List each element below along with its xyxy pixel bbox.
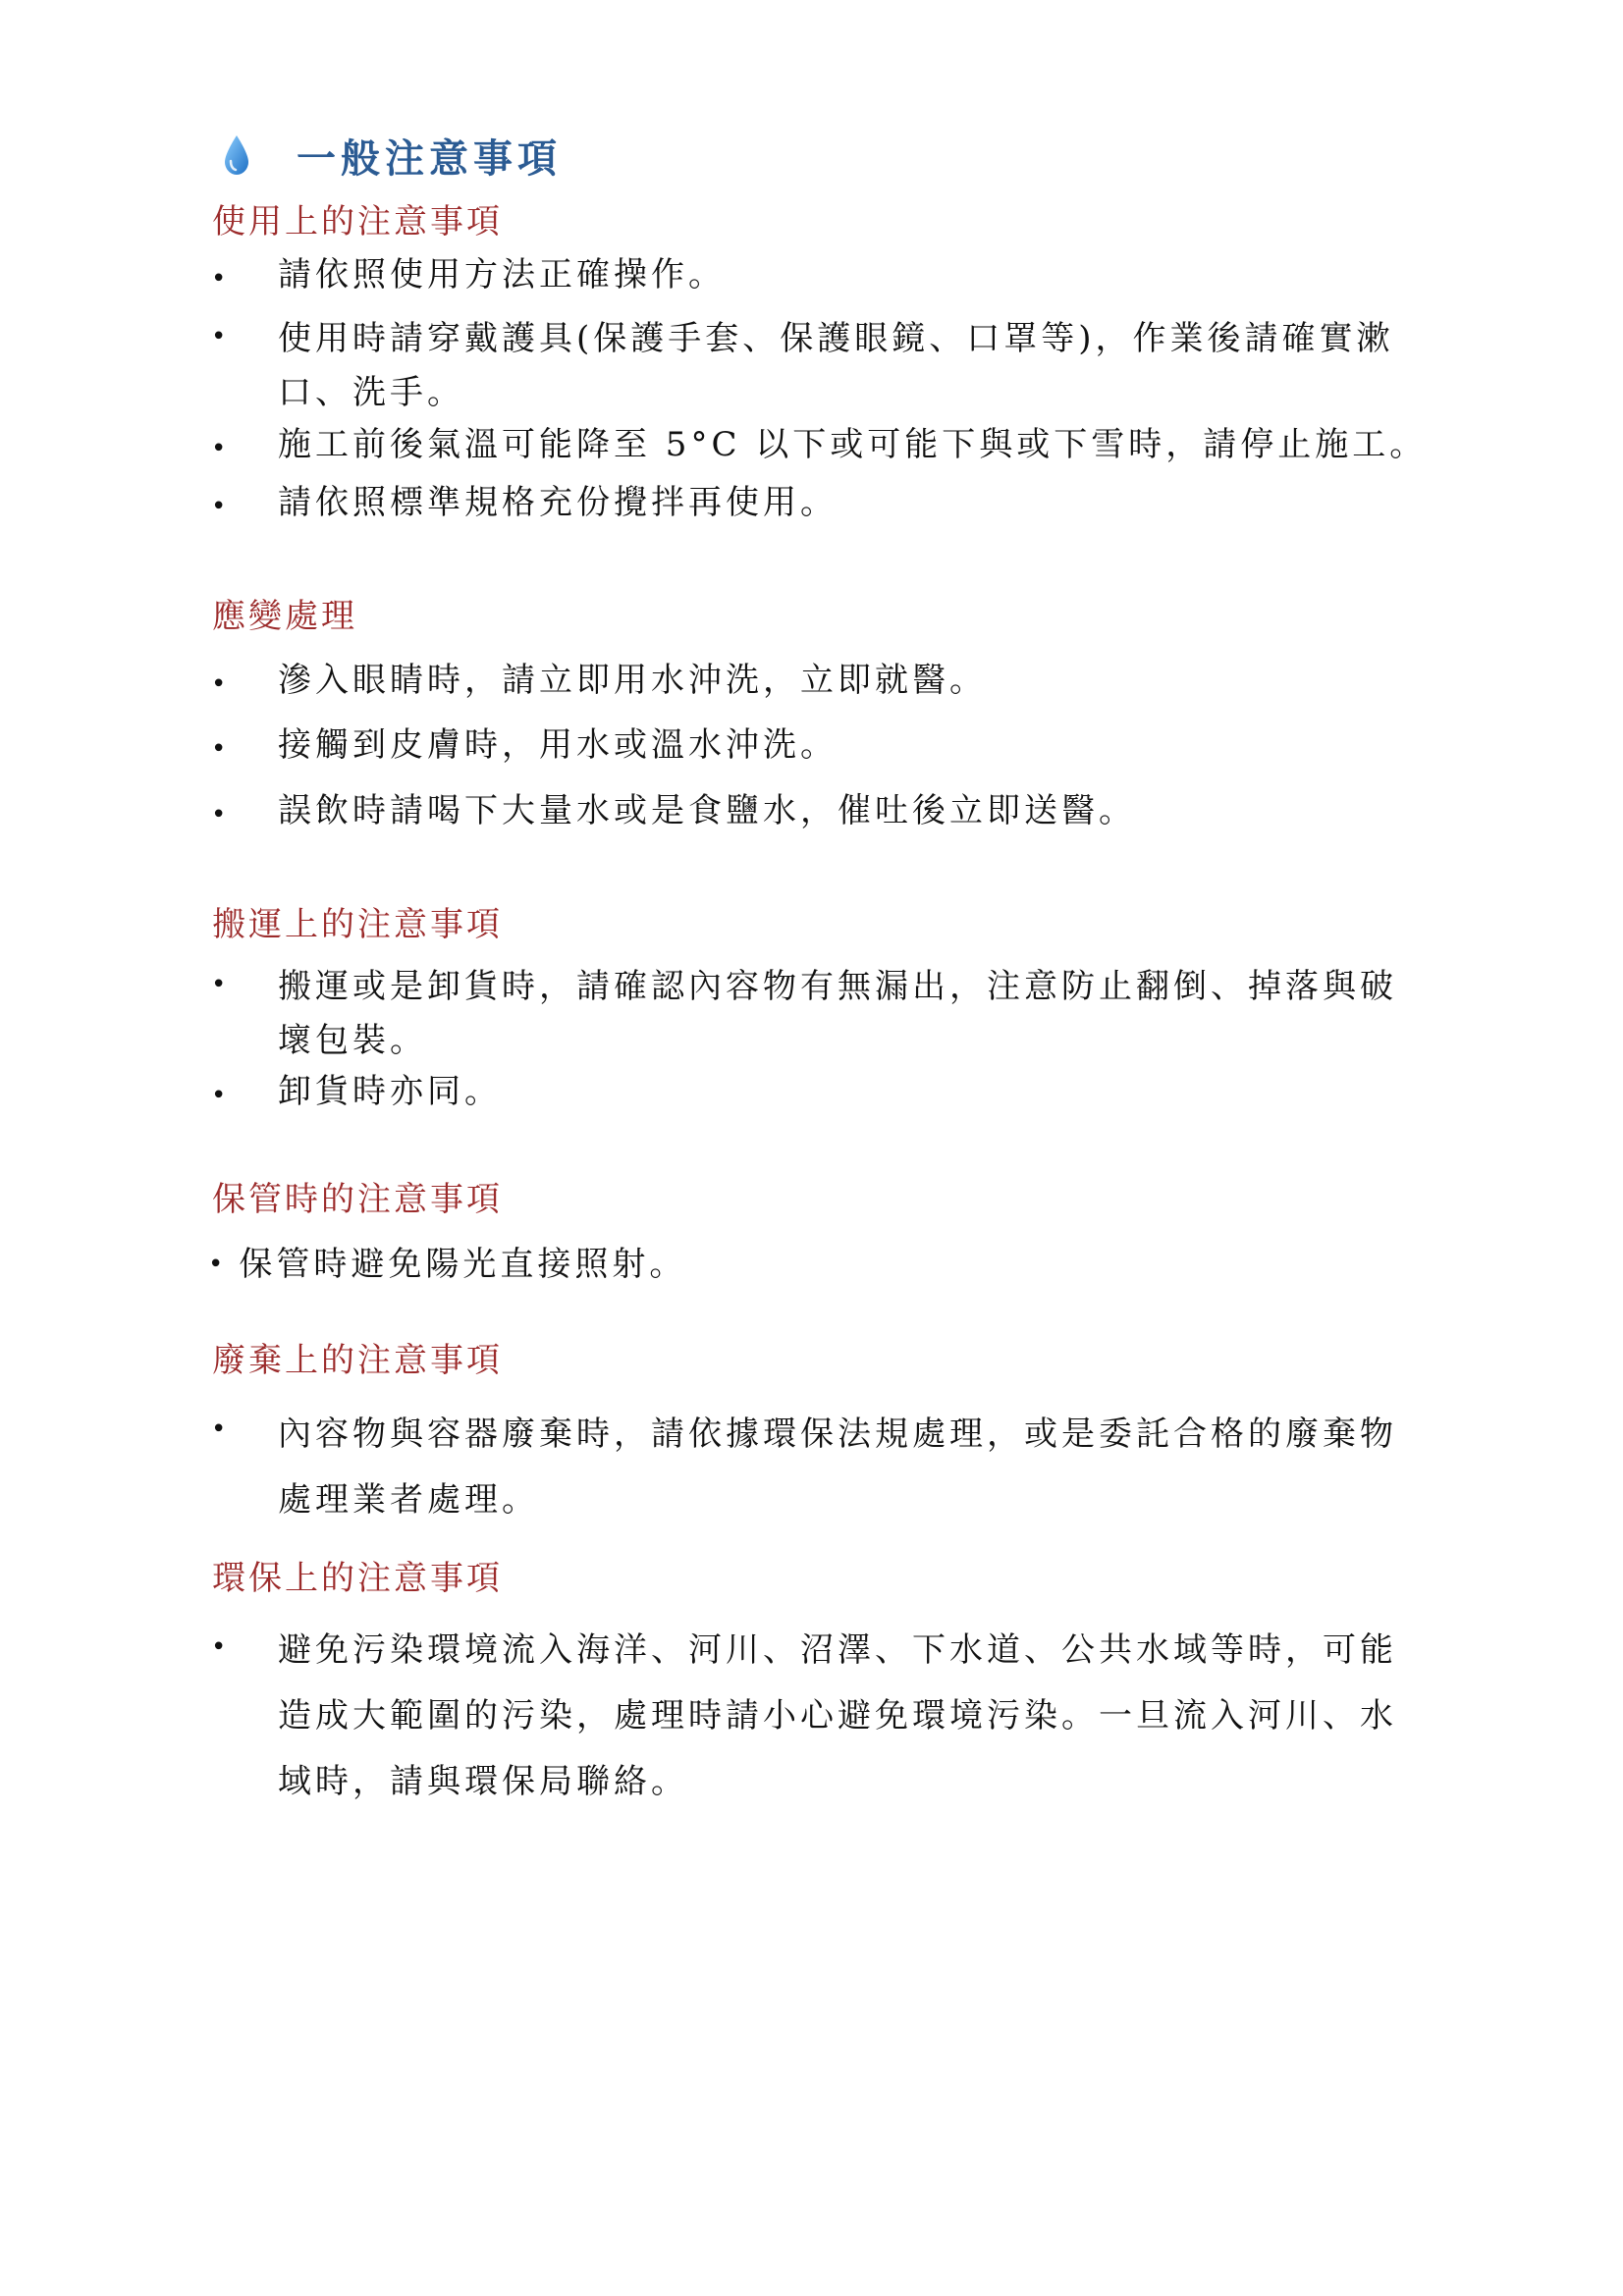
list-item-line: 請依照使用方法正確操作。 [278,255,726,294]
list-item-line: 接觸到皮膚時，用水或溫水沖洗。 [278,725,838,765]
list-item-line: 使用時請穿戴護具(保護手套、保護眼鏡、口罩等)，作業後請確實漱 [278,319,1394,358]
list-item-line: 造成大範圍的污染，處理時請小心避免環境污染。一旦流入河川、水 [278,1696,1397,1735]
list-item-line: 誤飲時請喝下大量水或是食鹽水，催吐後立即送醫。 [278,791,1136,830]
list-item [278,423,1427,466]
section-heading-transport: 搬運上的注意事項 [212,905,503,944]
bullet-marker: • [211,1081,227,1110]
bullet-marker: • [211,492,227,521]
list-item [278,312,1427,420]
bullet-marker: • [208,1250,228,1279]
section-heading-response: 應變處理 [212,597,357,636]
page-title: 一般注意事項 [297,135,562,182]
section-heading-usage: 使用上的注意事項 [212,202,503,241]
list-item [278,1402,1427,1533]
list-item-line: 卸貨時亦同。 [278,1072,502,1111]
list-item-line: 處理業者處理。 [278,1480,539,1520]
list-item-line: 壞包裝。 [278,1021,427,1060]
bullet-marker: • [211,669,227,699]
list-item [278,659,1427,702]
list-item-line: 避免污染環境流入海洋、河川、沼澤、下水道、公共水域等時，可能 [278,1630,1397,1670]
list-item [278,481,1427,524]
title-row [222,126,562,185]
list-item-line: 施工前後氣溫可能降至 5°C 以下或可能下與或下雪時，請停止施工。 [278,425,1428,464]
list-item-line: 請依照標準規格充份攪拌再使用。 [278,483,838,522]
bullet-marker: • [211,734,227,764]
bullet-marker: • [211,434,227,463]
list-item [278,960,1427,1068]
list-item-line: 保管時避免陽光直接照射。 [239,1245,687,1284]
bullet-marker: • [211,1632,227,1662]
list-item-line: 搬運或是卸貨時，請確認內容物有無漏出，注意防止翻倒、掉落與破 [278,967,1397,1006]
list-item-line: 滲入眼睛時，請立即用水沖洗，立即就醫。 [278,661,987,700]
list-item [208,1243,686,1286]
list-item [278,1618,1427,1815]
bullet-marker: • [211,800,227,829]
list-item-line: 域時，請與環保局聯絡。 [278,1762,688,1801]
bullet-marker: • [211,970,227,999]
list-item-line: 口、洗手。 [278,373,464,412]
section-heading-environment: 環保上的注意事項 [212,1559,503,1598]
bullet-marker: • [211,1415,227,1444]
bullet-marker: • [211,322,227,351]
list-item [278,1070,1427,1113]
water-drop-icon [222,133,251,177]
section-heading-storage: 保管時的注意事項 [212,1180,503,1219]
list-item [278,253,1427,296]
list-item [278,723,1427,767]
section-heading-disposal: 廢棄上的注意事項 [212,1341,503,1380]
list-item [278,789,1427,832]
bullet-marker: • [211,264,227,294]
list-item-line: 內容物與容器廢棄時，請依據環保法規處理，或是委託合格的廢棄物 [278,1415,1397,1454]
